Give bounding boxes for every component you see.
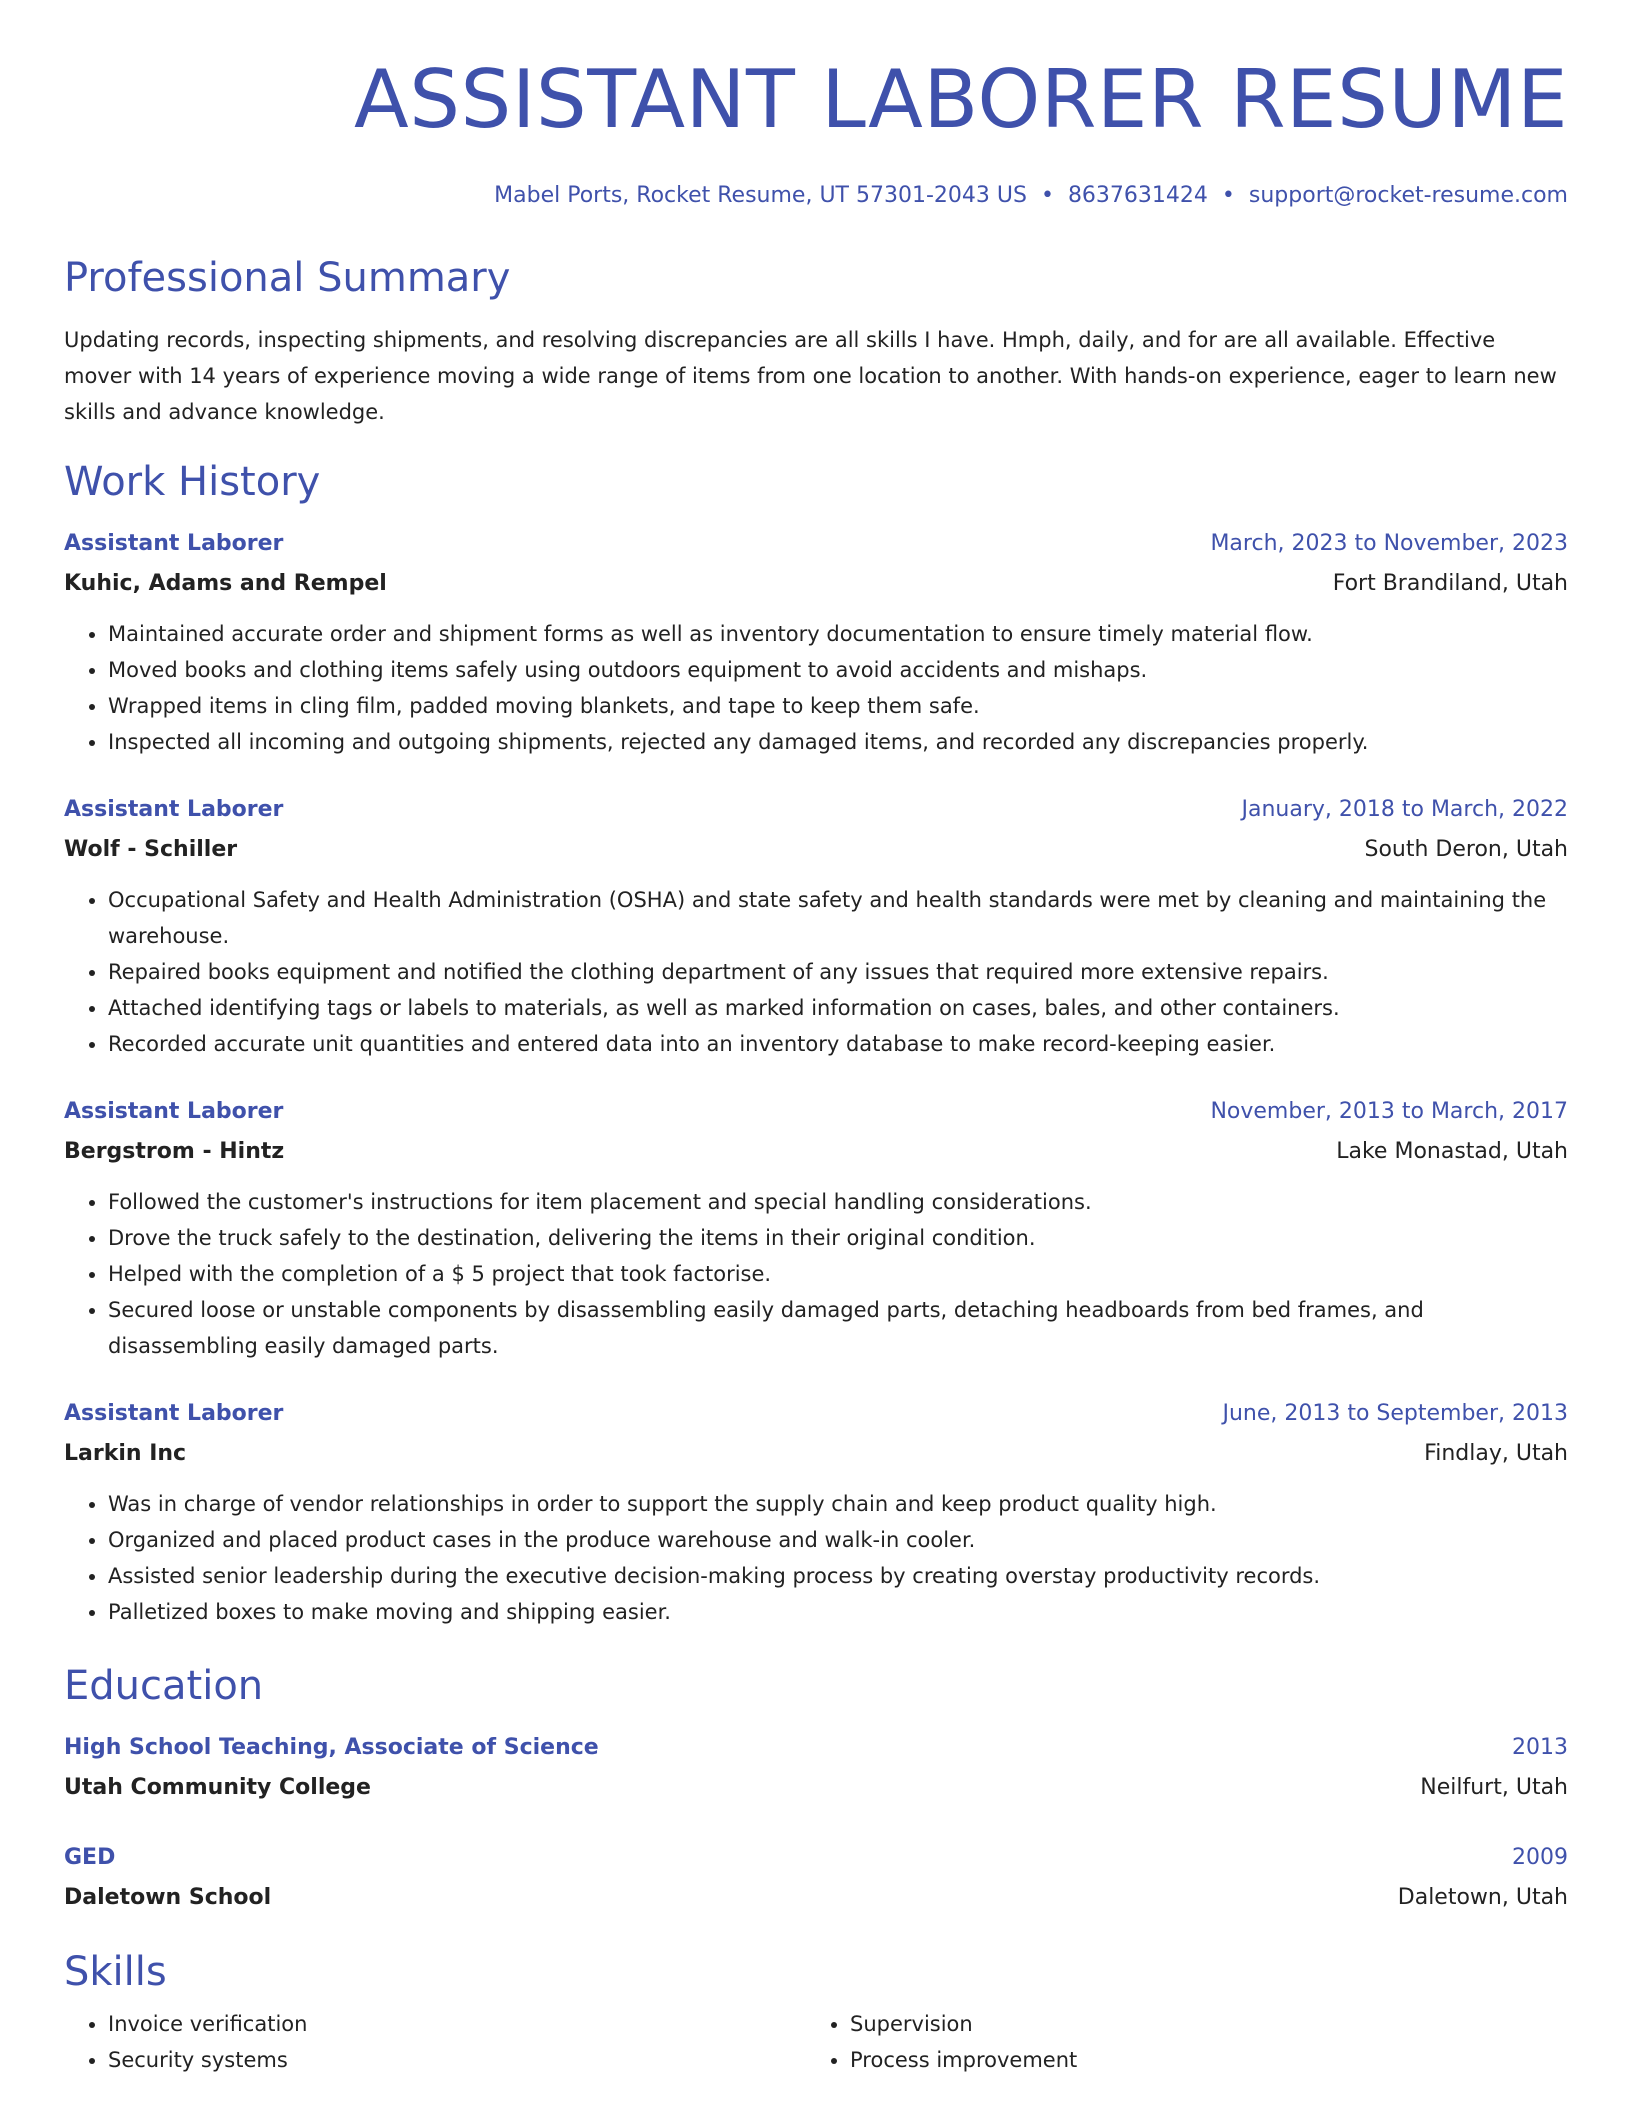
job-entry bbox=[64, 524, 1568, 760]
job-bullet: • Was in charge of vendor relationships in order to support the supply chain and keep product quality high. bbox=[108, 1486, 1568, 1522]
contact-separator: • bbox=[1040, 183, 1054, 208]
skills-heading: Skills bbox=[64, 1949, 167, 1995]
resume-title: ASSISTANT LABORER RESUME bbox=[354, 53, 1568, 146]
work-history-heading: Work History bbox=[64, 459, 321, 505]
job-bullet: • Attached identifying tags or labels to materials, as well as marked information on cases, bales, and other containers. bbox=[108, 990, 1568, 1026]
job-location: South Deron, Utah bbox=[1364, 837, 1568, 862]
job-dates: March, 2023 to November, 2023 bbox=[1210, 531, 1568, 556]
job-bullet: • Palletized boxes to make moving and shipping easier. bbox=[108, 1594, 1568, 1630]
education-entry bbox=[64, 1838, 1568, 1918]
job-bullet: • Drove the truck safely to the destination, delivering the items in their original condition. bbox=[108, 1220, 1568, 1256]
job-dates: June, 2013 to September, 2013 bbox=[1222, 1401, 1568, 1426]
job-entry bbox=[64, 790, 1568, 1062]
job-title: Assistant Laborer bbox=[64, 1401, 284, 1426]
job-company: Kuhic, Adams and Rempel bbox=[64, 571, 387, 596]
job-title: Assistant Laborer bbox=[64, 531, 284, 556]
job-bullets bbox=[64, 1184, 1568, 1364]
skills-list bbox=[64, 2006, 1568, 2078]
job-bullets bbox=[64, 1486, 1568, 1630]
job-bullet: • Maintained accurate order and shipment forms as well as inventory documentation to ensure timely material flow. bbox=[108, 616, 1568, 652]
job-bullet: • Inspected all incoming and outgoing shipments, rejected any damaged items, and recorded any discrepancies properly. bbox=[108, 724, 1568, 760]
job-bullet: • Assisted senior leadership during the executive decision-making process by creating overstay productivity records. bbox=[108, 1558, 1568, 1594]
job-company: Wolf - Schiller bbox=[64, 837, 238, 862]
education-degree: GED bbox=[64, 1845, 116, 1870]
job-entry bbox=[64, 1394, 1568, 1630]
contact-phone: 8637631424 bbox=[1067, 183, 1208, 208]
contact-line bbox=[64, 182, 1568, 210]
job-title: Assistant Laborer bbox=[64, 797, 284, 822]
skills-column-left bbox=[64, 2006, 806, 2078]
contact-address: Mabel Ports, Rocket Resume, UT 57301-2043 US bbox=[494, 183, 1027, 208]
job-dates: January, 2018 to March, 2022 bbox=[1241, 797, 1568, 822]
education-location: Neilfurt, Utah bbox=[1420, 1775, 1568, 1800]
job-bullet: • Helped with the completion of a $ 5 project that took factorise. bbox=[108, 1256, 1568, 1292]
job-bullet: • Occupational Safety and Health Administration (OSHA) and state safety and health standards were met by cleaning and maintaining the warehouse. bbox=[108, 882, 1568, 954]
job-location: Fort Brandiland, Utah bbox=[1332, 571, 1568, 596]
skill-item: • Invoice verification bbox=[108, 2006, 806, 2042]
education-entry bbox=[64, 1728, 1568, 1808]
education-year: 2009 bbox=[1512, 1845, 1568, 1870]
job-location: Lake Monastad, Utah bbox=[1336, 1139, 1568, 1164]
contact-separator: • bbox=[1221, 183, 1235, 208]
job-bullets bbox=[64, 616, 1568, 760]
job-bullets bbox=[64, 882, 1568, 1062]
job-bullet: • Organized and placed product cases in the produce warehouse and walk-in cooler. bbox=[108, 1522, 1568, 1558]
job-bullet: • Followed the customer's instructions for item placement and special handling considerations. bbox=[108, 1184, 1568, 1220]
job-bullet: • Repaired books equipment and notified the clothing department of any issues that required more extensive repairs. bbox=[108, 954, 1568, 990]
education-degree: High School Teaching, Associate of Science bbox=[64, 1735, 599, 1760]
skill-item: • Process improvement bbox=[850, 2042, 1548, 2078]
job-bullet: • Moved books and clothing items safely using outdoors equipment to avoid accidents and mishaps. bbox=[108, 652, 1568, 688]
job-company: Bergstrom - Hintz bbox=[64, 1139, 285, 1164]
job-entry bbox=[64, 1092, 1568, 1364]
job-dates: November, 2013 to March, 2017 bbox=[1210, 1099, 1568, 1124]
skill-item: • Security systems bbox=[108, 2042, 806, 2078]
skills-column-right bbox=[806, 2006, 1548, 2078]
job-location: Findlay, Utah bbox=[1424, 1441, 1568, 1466]
skill-item: • Supervision bbox=[850, 2006, 1548, 2042]
education-school: Daletown School bbox=[64, 1885, 272, 1910]
education-heading: Education bbox=[64, 1663, 264, 1709]
education-school: Utah Community College bbox=[64, 1775, 371, 1800]
job-bullet: • Wrapped items in cling film, padded moving blankets, and tape to keep them safe. bbox=[108, 688, 1568, 724]
contact-email: support@rocket-resume.com bbox=[1248, 183, 1568, 208]
education-year: 2013 bbox=[1512, 1735, 1568, 1760]
summary-text: Updating records, inspecting shipments, and resolving discrepancies are all skills I have. Hmph, daily, and for are all available. Effective mover with 14 years of experience moving a wide range of items from one location to another. With hands-on experience, eager to learn new skills and advance knowledge. bbox=[64, 328, 1557, 424]
job-bullet: • Secured loose or unstable components by disassembling easily damaged parts, detaching headboards from bed frames, and disassembling easily damaged parts. bbox=[108, 1292, 1568, 1364]
summary-heading: Professional Summary bbox=[64, 255, 511, 301]
job-company: Larkin Inc bbox=[64, 1441, 187, 1466]
job-title: Assistant Laborer bbox=[64, 1099, 284, 1124]
education-location: Daletown, Utah bbox=[1397, 1885, 1568, 1910]
job-bullet: • Recorded accurate unit quantities and entered data into an inventory database to make record-keeping easier. bbox=[108, 1026, 1568, 1062]
